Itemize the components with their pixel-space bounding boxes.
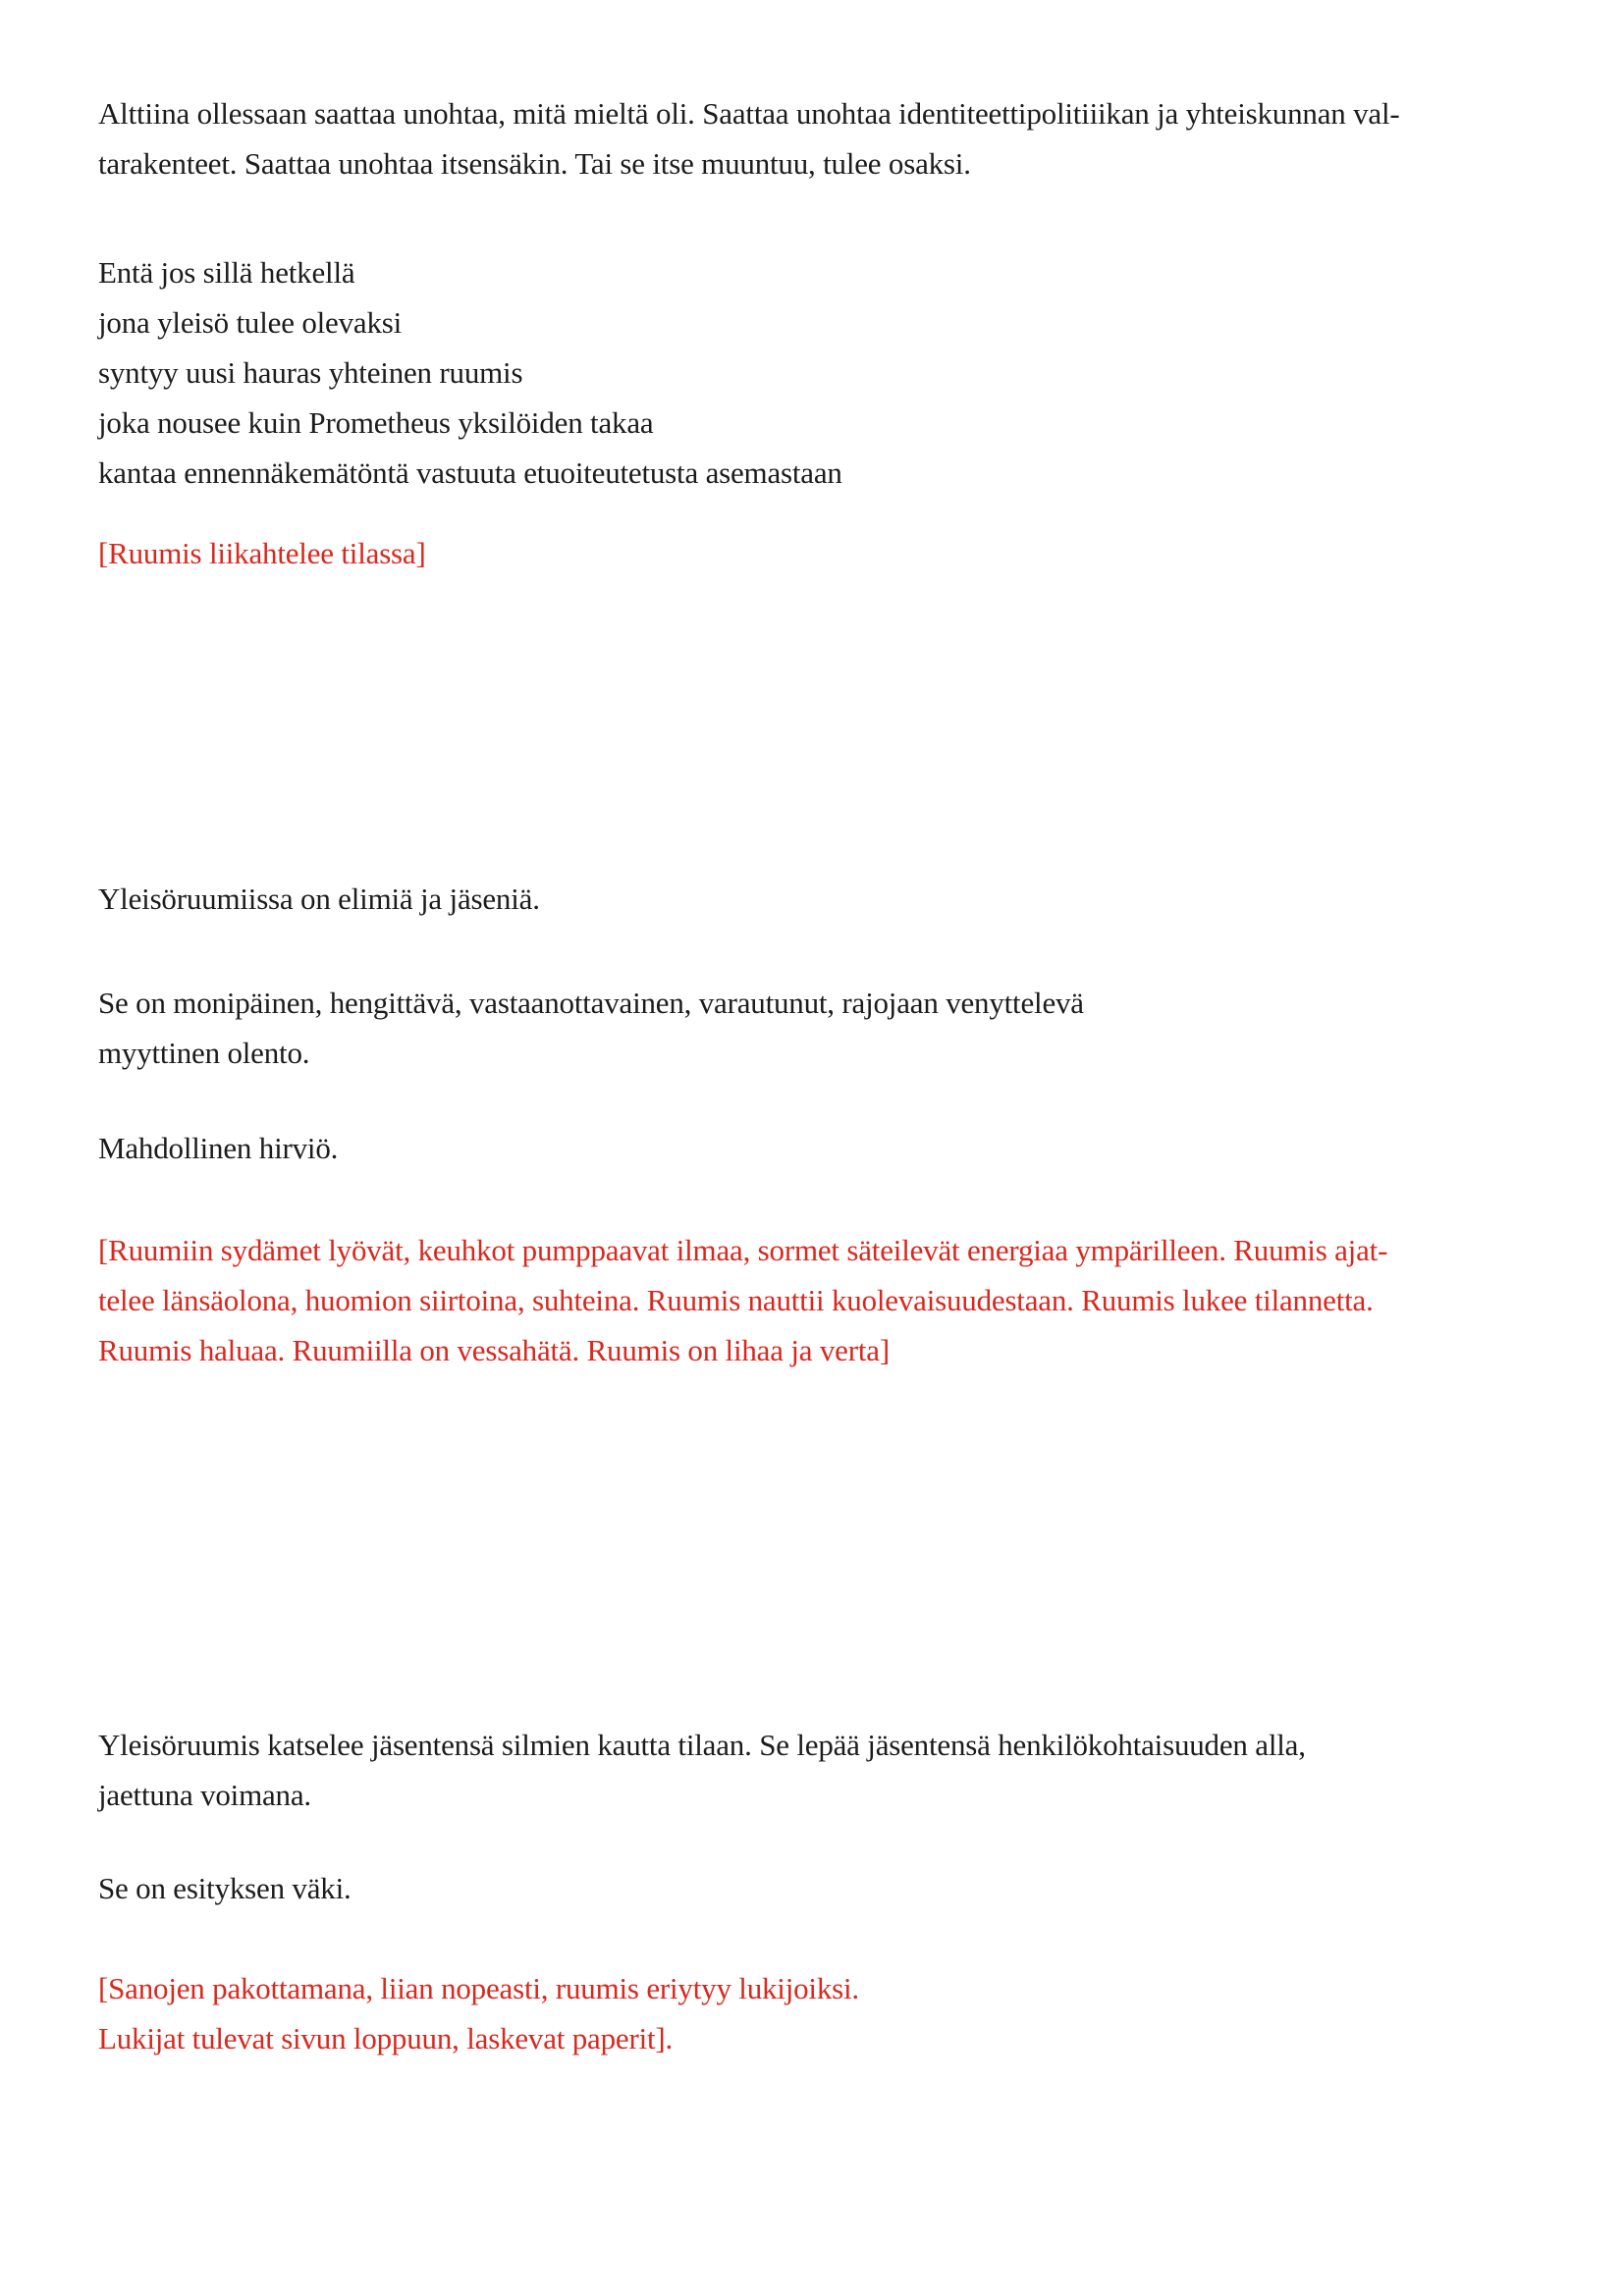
paragraph-line: tarakenteet. Saattaa unohtaa itsensäkin. Tai se itse muuntuu, tulee osaksi. <box>98 146 971 181</box>
stage-direction-line: telee länsäolona, huomion siirtoina, suhteina. Ruumis nauttii kuolevaisuudestaan. Ruumis lukee tilannetta. <box>98 1283 1374 1317</box>
stage-direction-1 <box>98 528 1536 578</box>
paragraph-monster <box>98 1123 1536 1173</box>
stanza-line: kantaa ennennäkemätöntä vastuuta etuoiteutetusta asemastaan <box>98 455 842 490</box>
stanza-line: syntyy uusi hauras yhteinen ruumis <box>98 355 523 390</box>
stage-direction-line: Ruumis haluaa. Ruumiilla on vessahätä. Ruumis on lihaa ja verta] <box>98 1333 890 1367</box>
stage-direction-line: [Sanojen pakottamana, liian nopeasti, ruumis eriytyy lukijoiksi. <box>98 1971 859 2005</box>
paragraph-line: Yleisöruumis katselee jäsentensä silmien kautta tilaan. Se lepää jäsentensä henkilökohtaisuuden alla, <box>98 1728 1306 1762</box>
stanza <box>98 247 1536 498</box>
paragraph-organs <box>98 874 1536 924</box>
paragraph-line: Se on esityksen väki. <box>98 1871 352 1905</box>
paragraph-watching <box>98 1720 1536 1820</box>
stage-direction-line: [Ruumiin sydämet lyövät, keuhkot pumppaavat ilmaa, sormet säteilevät energiaa ympärilleen. Ruumis ajat- <box>98 1233 1388 1267</box>
paragraph-line: Alttiina ollessaan saattaa unohtaa, mitä mieltä oli. Saattaa unohtaa identiteettipolitiiikan ja yhteiskunnan val- <box>98 96 1400 131</box>
stage-direction-2 <box>98 1225 1536 1375</box>
paragraph-mythical <box>98 978 1536 1078</box>
stanza-line: jona yleisö tulee olevaksi <box>98 305 403 340</box>
paragraph-line: Mahdollinen hirviö. <box>98 1131 339 1165</box>
paragraph-line: Se on monipäinen, hengittävä, vastaanottavainen, varautunut, rajojaan venyttelevä <box>98 986 1084 1020</box>
stage-direction-3 <box>98 1963 1536 2063</box>
paragraph-line: Yleisöruumiissa on elimiä ja jäseniä. <box>98 881 540 916</box>
stanza-line: joka nousee kuin Prometheus yksilöiden takaa <box>98 405 654 440</box>
stage-direction-line: Lukijat tulevat sivun loppuun, laskevat paperit]. <box>98 2021 674 2056</box>
paragraph-line: myyttinen olento. <box>98 1036 310 1070</box>
stanza-line: Entä jos sillä hetkellä <box>98 255 355 290</box>
paragraph-line: jaettuna voimana. <box>98 1778 311 1812</box>
opening-paragraph <box>98 88 1536 188</box>
paragraph-folk <box>98 1863 1536 1913</box>
stage-direction-line: [Ruumis liikahtelee tilassa] <box>98 536 426 570</box>
